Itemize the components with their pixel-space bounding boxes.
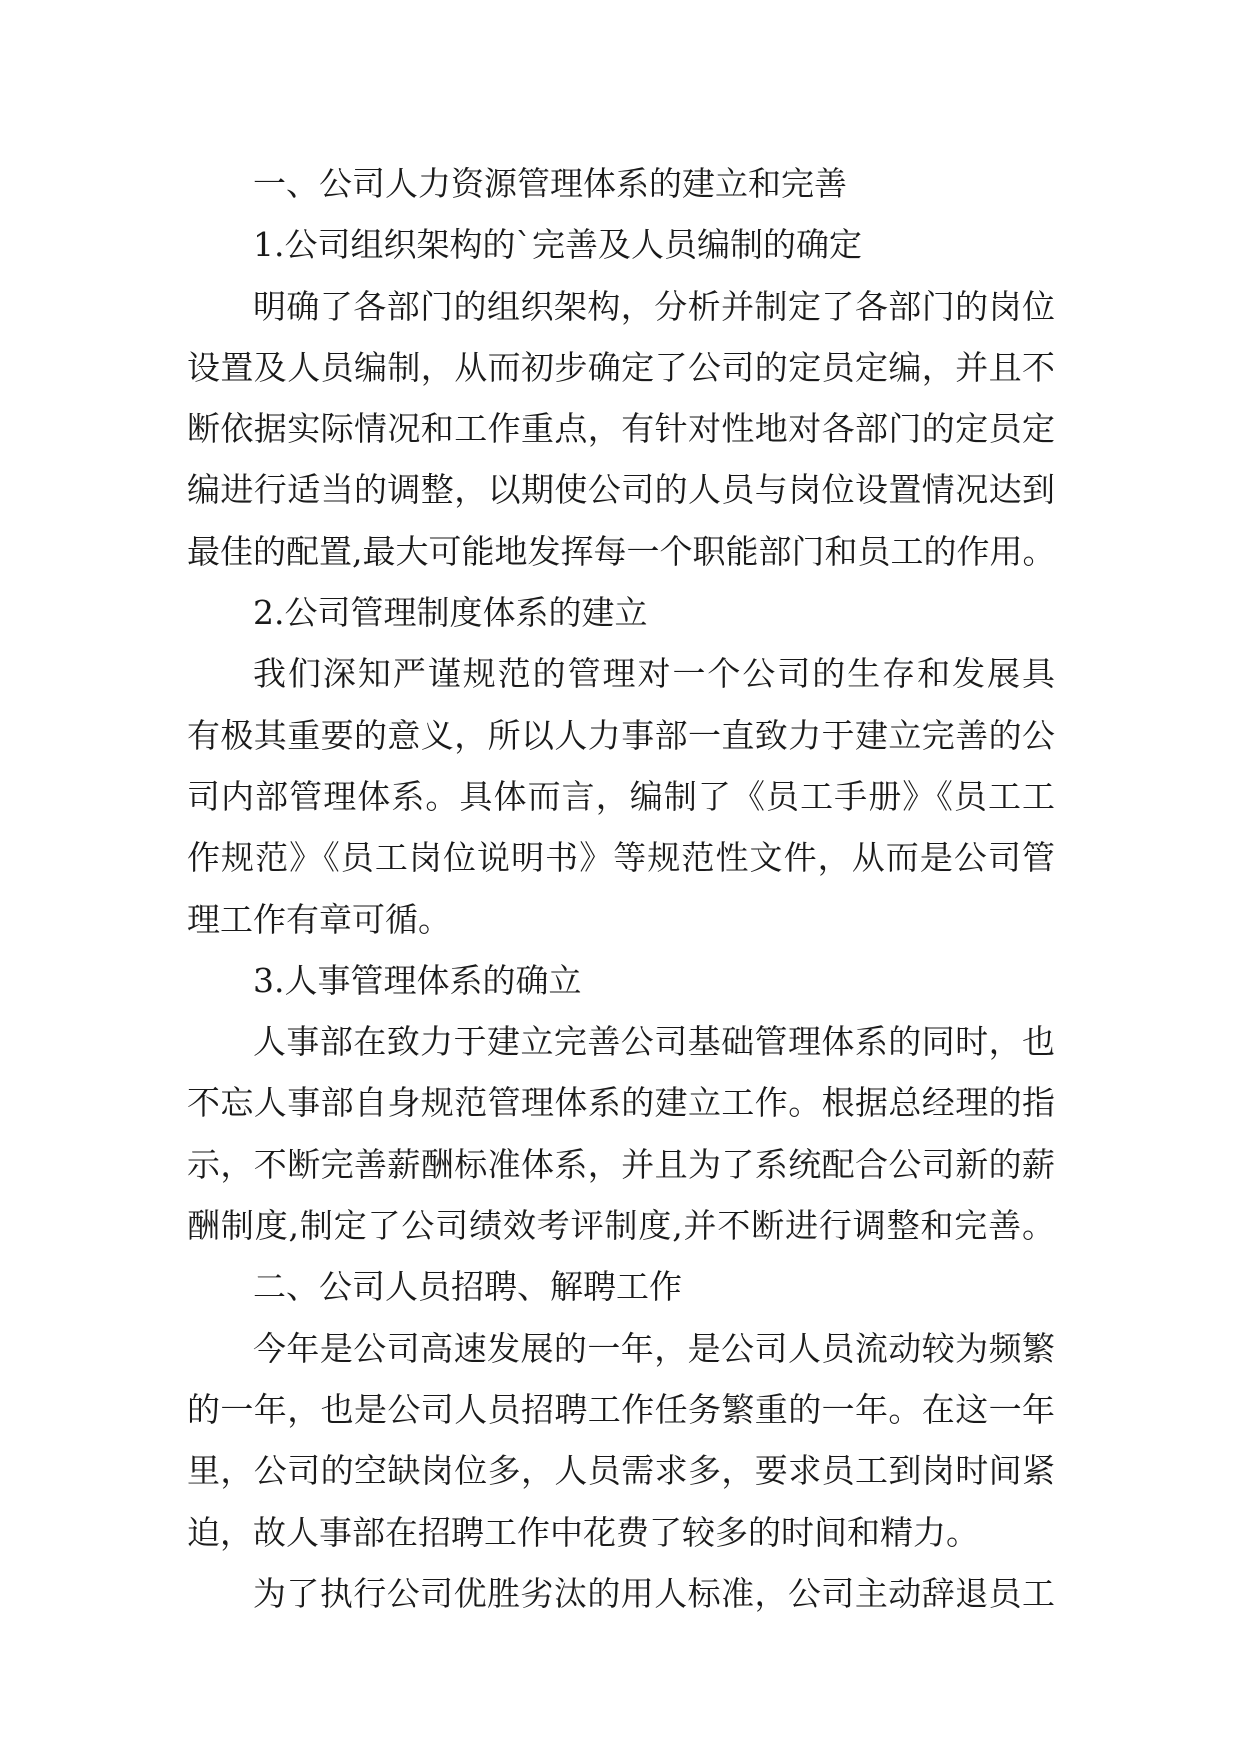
text-line: 里，公司的空缺岗位多，人员需求多，要求员工到岗时间紧 (187, 1451, 1055, 1491)
text-line: 断依据实际情况和工作重点，有针对性地对各部门的定员定 (187, 409, 1055, 449)
text-line: 示，不断完善薪酬标准体系，并且为了系统配合公司新的薪 (187, 1144, 1055, 1184)
text-line: 的一年，也是公司人员招聘工作任务繁重的一年。在这一年 (187, 1389, 1055, 1429)
text-line: 理工作有章可循。 (187, 899, 451, 939)
document-page (187, 153, 1055, 1624)
text-line: 一、公司人力资源管理体系的建立和完善 (253, 164, 847, 203)
text-line: 人事部在致力于建立完善公司基础管理体系的同时，也 (253, 1022, 1055, 1062)
text-line: 不忘人事部自身规范管理体系的建立工作。根据总经理的指 (187, 1083, 1055, 1123)
text-line: 2.公司管理制度体系的建立 (253, 593, 648, 633)
text-line: 为了执行公司优胜劣汰的用人标准，公司主动辞退员工 (253, 1573, 1055, 1613)
text-line: 设置及人员编制，从而初步确定了公司的定员定编，并且不 (187, 347, 1055, 387)
text-line: 我们深知严谨规范的管理对一个公司的生存和发展具 (253, 654, 1055, 694)
text-line: 今年是公司高速发展的一年，是公司人员流动较为频繁 (253, 1328, 1055, 1368)
text-line: 迫，故人事部在招聘工作中花费了较多的时间和精力。 (187, 1512, 979, 1552)
text-line: 有极其重要的意义，所以人力事部一直致力于建立完善的公 (187, 715, 1055, 755)
text-line: 酬制度,制定了公司绩效考评制度,并不断进行调整和完善。 (187, 1206, 1055, 1246)
text-line: 3.人事管理体系的确立 (253, 960, 582, 1000)
text-line: 司内部管理体系。具体而言，编制了《员工手册》《员工工 (187, 776, 1055, 816)
text-line: 明确了各部门的组织架构，分析并制定了各部门的岗位 (253, 286, 1055, 326)
text-line: 作规范》《员工岗位说明书》等规范性文件，从而是公司管 (187, 838, 1055, 878)
text-line: 1.公司组织架构的`完善及人员编制的确定 (253, 225, 862, 265)
text-line: 编进行适当的调整，以期使公司的人员与岗位设置情况达到 (187, 470, 1055, 510)
text-line: 二、公司人员招聘、解聘工作 (253, 1267, 682, 1307)
text-line: 最佳的配置,最大可能地发挥每一个职能部门和员工的作用。 (187, 531, 1056, 571)
